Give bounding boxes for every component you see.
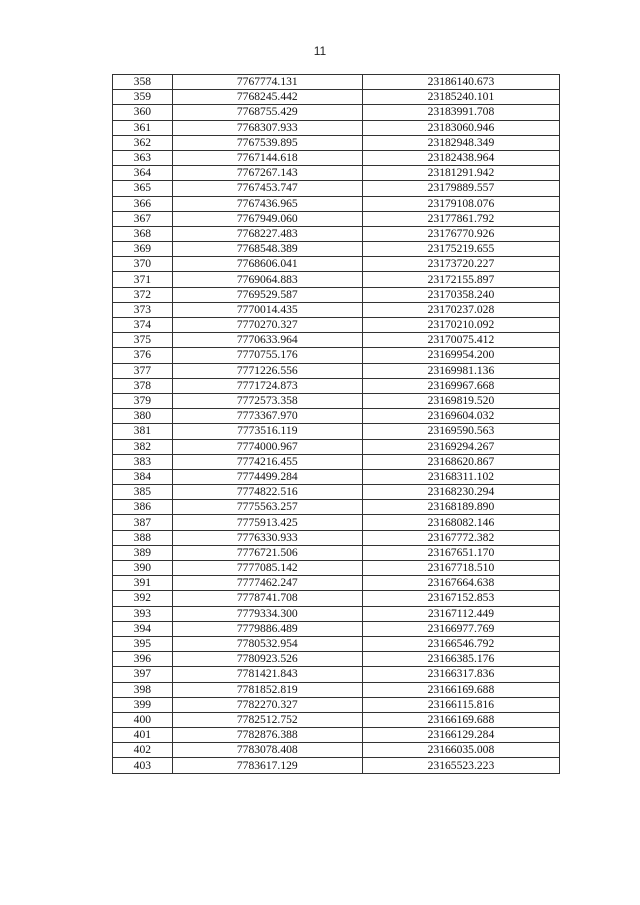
x-coordinate-cell: 7768548.389: [172, 242, 362, 257]
x-coordinate-cell: 7775563.257: [172, 500, 362, 515]
table-row: [113, 454, 560, 469]
table-row: [113, 743, 560, 758]
y-coordinate-cell: 23169981.136: [362, 363, 559, 378]
point-number-cell: 402: [113, 743, 173, 758]
x-coordinate-cell: 7770014.435: [172, 302, 362, 317]
y-coordinate-cell: 23181291.942: [362, 166, 559, 181]
y-coordinate-cell: 23183060.946: [362, 120, 559, 135]
point-number-cell: 394: [113, 621, 173, 636]
point-number-cell: 386: [113, 500, 173, 515]
table-row: [113, 302, 560, 317]
table-row: [113, 120, 560, 135]
point-number-cell: 381: [113, 424, 173, 439]
table-row: [113, 196, 560, 211]
y-coordinate-cell: 23167772.382: [362, 530, 559, 545]
y-coordinate-cell: 23182438.964: [362, 150, 559, 165]
table-row: [113, 561, 560, 576]
point-number-cell: 373: [113, 302, 173, 317]
point-number-cell: 377: [113, 363, 173, 378]
x-coordinate-cell: 7770633.964: [172, 333, 362, 348]
point-number-cell: 374: [113, 318, 173, 333]
x-coordinate-cell: 7780923.526: [172, 652, 362, 667]
point-number-cell: 395: [113, 636, 173, 651]
x-coordinate-cell: 7773516.119: [172, 424, 362, 439]
point-number-cell: 396: [113, 652, 173, 667]
x-coordinate-cell: 7781421.843: [172, 667, 362, 682]
table-row: [113, 135, 560, 150]
x-coordinate-cell: 7769064.883: [172, 272, 362, 287]
page-number: 11: [313, 44, 327, 58]
x-coordinate-cell: 7777462.247: [172, 576, 362, 591]
x-coordinate-cell: 7768245.442: [172, 90, 362, 105]
y-coordinate-cell: 23170358.240: [362, 287, 559, 302]
table-row: [113, 150, 560, 165]
table-row: [113, 242, 560, 257]
x-coordinate-cell: 7780532.954: [172, 636, 362, 651]
point-number-cell: 370: [113, 257, 173, 272]
table-row: [113, 333, 560, 348]
point-number-cell: 363: [113, 150, 173, 165]
y-coordinate-cell: 23173720.227: [362, 257, 559, 272]
point-number-cell: 372: [113, 287, 173, 302]
x-coordinate-cell: 7767539.895: [172, 135, 362, 150]
point-number-cell: 369: [113, 242, 173, 257]
y-coordinate-cell: 23166546.792: [362, 636, 559, 651]
y-coordinate-cell: 23166385.176: [362, 652, 559, 667]
table-row: [113, 105, 560, 120]
y-coordinate-cell: 23179889.557: [362, 181, 559, 196]
x-coordinate-cell: 7770755.176: [172, 348, 362, 363]
table-row: [113, 545, 560, 560]
x-coordinate-cell: 7776330.933: [172, 530, 362, 545]
x-coordinate-cell: 7774822.516: [172, 485, 362, 500]
y-coordinate-cell: 23167651.170: [362, 545, 559, 560]
point-number-cell: 361: [113, 120, 173, 135]
y-coordinate-cell: 23166169.688: [362, 682, 559, 697]
x-coordinate-cell: 7767949.060: [172, 211, 362, 226]
table-row: [113, 287, 560, 302]
point-number-cell: 362: [113, 135, 173, 150]
point-number-cell: 367: [113, 211, 173, 226]
x-coordinate-cell: 7779886.489: [172, 621, 362, 636]
x-coordinate-cell: 7771724.873: [172, 378, 362, 393]
point-number-cell: 389: [113, 545, 173, 560]
y-coordinate-cell: 23169604.032: [362, 409, 559, 424]
x-coordinate-cell: 7771226.556: [172, 363, 362, 378]
table-row: [113, 485, 560, 500]
point-number-cell: 387: [113, 515, 173, 530]
point-number-cell: 366: [113, 196, 173, 211]
y-coordinate-cell: 23170237.028: [362, 302, 559, 317]
table-row: [113, 90, 560, 105]
point-number-cell: 378: [113, 378, 173, 393]
y-coordinate-cell: 23169954.200: [362, 348, 559, 363]
point-number-cell: 359: [113, 90, 173, 105]
point-number-cell: 364: [113, 166, 173, 181]
x-coordinate-cell: 7768606.041: [172, 257, 362, 272]
y-coordinate-cell: 23167112.449: [362, 606, 559, 621]
x-coordinate-cell: 7775913.425: [172, 515, 362, 530]
y-coordinate-cell: 23167152.853: [362, 591, 559, 606]
table-row: [113, 500, 560, 515]
y-coordinate-cell: 23166035.008: [362, 743, 559, 758]
table-row: [113, 621, 560, 636]
x-coordinate-cell: 7767144.618: [172, 150, 362, 165]
table-row: [113, 75, 560, 90]
x-coordinate-cell: 7783078.408: [172, 743, 362, 758]
y-coordinate-cell: 23179108.076: [362, 196, 559, 211]
table-row: [113, 393, 560, 408]
y-coordinate-cell: 23169294.267: [362, 439, 559, 454]
table-row: [113, 576, 560, 591]
y-coordinate-cell: 23176770.926: [362, 226, 559, 241]
y-coordinate-cell: 23168082.146: [362, 515, 559, 530]
point-number-cell: 365: [113, 181, 173, 196]
coordinates-table-body: [113, 75, 560, 774]
y-coordinate-cell: 23169819.520: [362, 393, 559, 408]
y-coordinate-cell: 23166169.688: [362, 712, 559, 727]
x-coordinate-cell: 7781852.819: [172, 682, 362, 697]
point-number-cell: 375: [113, 333, 173, 348]
x-coordinate-cell: 7783617.129: [172, 758, 362, 773]
table-row: [113, 363, 560, 378]
y-coordinate-cell: 23186140.673: [362, 75, 559, 90]
table-row: [113, 652, 560, 667]
table-row: [113, 667, 560, 682]
y-coordinate-cell: 23168620.867: [362, 454, 559, 469]
y-coordinate-cell: 23168311.102: [362, 469, 559, 484]
x-coordinate-cell: 7767267.143: [172, 166, 362, 181]
y-coordinate-cell: 23177861.792: [362, 211, 559, 226]
point-number-cell: 379: [113, 393, 173, 408]
point-number-cell: 376: [113, 348, 173, 363]
y-coordinate-cell: 23166129.284: [362, 728, 559, 743]
y-coordinate-cell: 23170075.412: [362, 333, 559, 348]
y-coordinate-cell: 23182948.349: [362, 135, 559, 150]
x-coordinate-cell: 7768307.933: [172, 120, 362, 135]
table-row: [113, 636, 560, 651]
coordinates-table: [112, 74, 560, 774]
x-coordinate-cell: 7782876.388: [172, 728, 362, 743]
point-number-cell: 383: [113, 454, 173, 469]
y-coordinate-cell: 23172155.897: [362, 272, 559, 287]
table-row: [113, 469, 560, 484]
point-number-cell: 371: [113, 272, 173, 287]
y-coordinate-cell: 23170210.092: [362, 318, 559, 333]
table-row: [113, 226, 560, 241]
y-coordinate-cell: 23166115.816: [362, 697, 559, 712]
table-row: [113, 409, 560, 424]
x-coordinate-cell: 7774499.284: [172, 469, 362, 484]
point-number-cell: 360: [113, 105, 173, 120]
y-coordinate-cell: 23168189.890: [362, 500, 559, 515]
point-number-cell: 388: [113, 530, 173, 545]
table-row: [113, 318, 560, 333]
y-coordinate-cell: 23185240.101: [362, 90, 559, 105]
table-row: [113, 591, 560, 606]
x-coordinate-cell: 7769529.587: [172, 287, 362, 302]
point-number-cell: 391: [113, 576, 173, 591]
x-coordinate-cell: 7774216.455: [172, 454, 362, 469]
x-coordinate-cell: 7767453.747: [172, 181, 362, 196]
table-row: [113, 257, 560, 272]
table-row: [113, 424, 560, 439]
y-coordinate-cell: 23167718.510: [362, 561, 559, 576]
y-coordinate-cell: 23167664.638: [362, 576, 559, 591]
y-coordinate-cell: 23166977.769: [362, 621, 559, 636]
x-coordinate-cell: 7782270.327: [172, 697, 362, 712]
point-number-cell: 380: [113, 409, 173, 424]
x-coordinate-cell: 7779334.300: [172, 606, 362, 621]
table-row: [113, 348, 560, 363]
x-coordinate-cell: 7782512.752: [172, 712, 362, 727]
point-number-cell: 390: [113, 561, 173, 576]
x-coordinate-cell: 7770270.327: [172, 318, 362, 333]
y-coordinate-cell: 23166317.836: [362, 667, 559, 682]
table-row: [113, 378, 560, 393]
y-coordinate-cell: 23165523.223: [362, 758, 559, 773]
point-number-cell: 368: [113, 226, 173, 241]
point-number-cell: 384: [113, 469, 173, 484]
y-coordinate-cell: 23175219.655: [362, 242, 559, 257]
point-number-cell: 382: [113, 439, 173, 454]
y-coordinate-cell: 23169590.563: [362, 424, 559, 439]
point-number-cell: 385: [113, 485, 173, 500]
table-row: [113, 758, 560, 773]
point-number-cell: 393: [113, 606, 173, 621]
point-number-cell: 398: [113, 682, 173, 697]
x-coordinate-cell: 7767436.965: [172, 196, 362, 211]
x-coordinate-cell: 7768227.483: [172, 226, 362, 241]
table-row: [113, 682, 560, 697]
x-coordinate-cell: 7773367.970: [172, 409, 362, 424]
point-number-cell: 403: [113, 758, 173, 773]
x-coordinate-cell: 7767774.131: [172, 75, 362, 90]
y-coordinate-cell: 23183991.708: [362, 105, 559, 120]
x-coordinate-cell: 7778741.708: [172, 591, 362, 606]
x-coordinate-cell: 7774000.967: [172, 439, 362, 454]
table-row: [113, 272, 560, 287]
table-row: [113, 530, 560, 545]
table-row: [113, 697, 560, 712]
table-row: [113, 181, 560, 196]
y-coordinate-cell: 23169967.668: [362, 378, 559, 393]
table-row: [113, 515, 560, 530]
y-coordinate-cell: 23168230.294: [362, 485, 559, 500]
x-coordinate-cell: 7777085.142: [172, 561, 362, 576]
point-number-cell: 392: [113, 591, 173, 606]
table-row: [113, 211, 560, 226]
table-row: [113, 728, 560, 743]
point-number-cell: 397: [113, 667, 173, 682]
point-number-cell: 358: [113, 75, 173, 90]
x-coordinate-cell: 7772573.358: [172, 393, 362, 408]
x-coordinate-cell: 7776721.506: [172, 545, 362, 560]
x-coordinate-cell: 7768755.429: [172, 105, 362, 120]
point-number-cell: 399: [113, 697, 173, 712]
table-row: [113, 606, 560, 621]
table-row: [113, 712, 560, 727]
point-number-cell: 400: [113, 712, 173, 727]
table-row: [113, 439, 560, 454]
table-row: [113, 166, 560, 181]
point-number-cell: 401: [113, 728, 173, 743]
